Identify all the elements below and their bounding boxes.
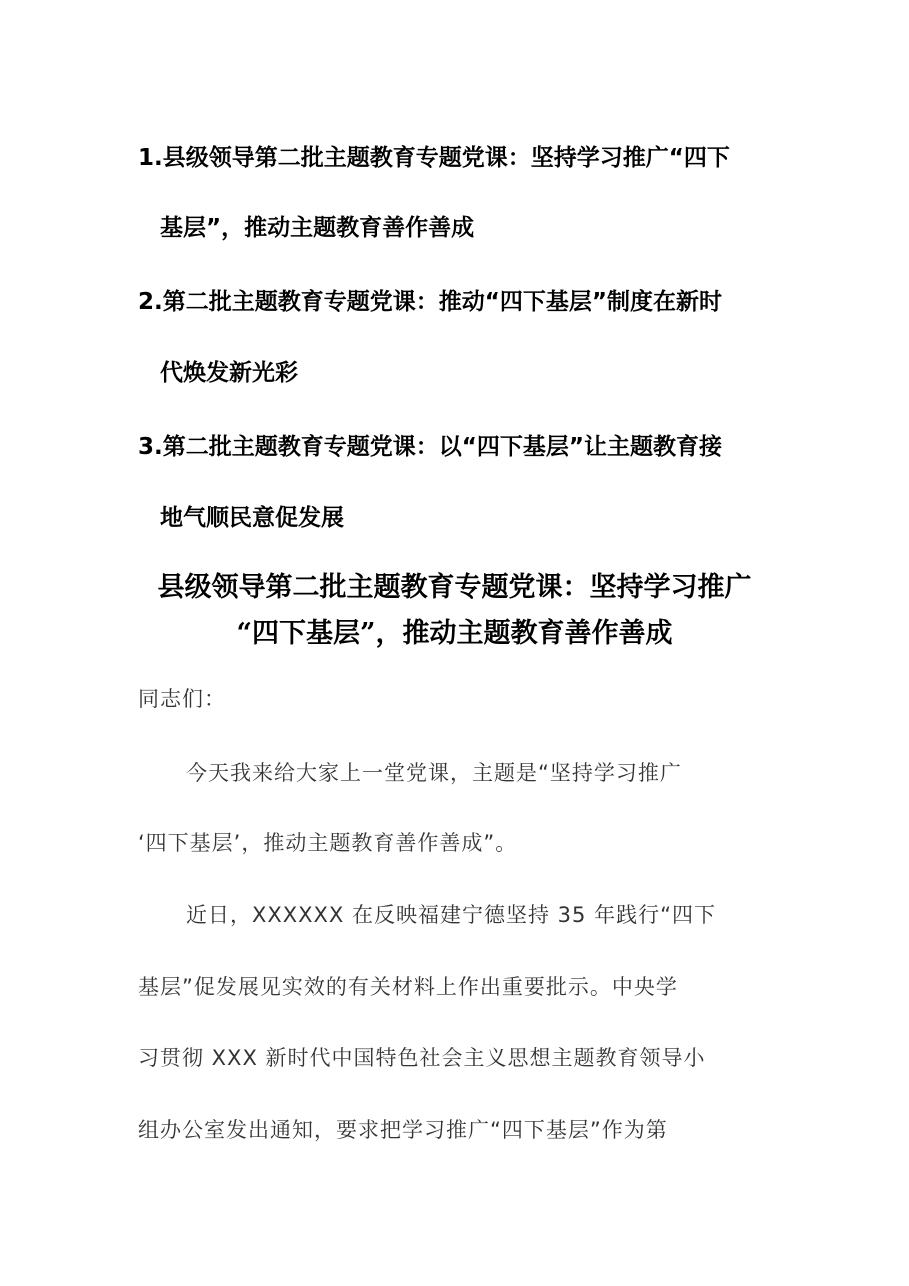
- article-title-line-2: “四下基层”，推动主题教育善作善成: [236, 618, 673, 649]
- toc-item-1-line-1: 1.县级领导第二批主题教育专题党课：坚持学习推广“四下: [138, 145, 730, 171]
- toc-item-2-line-2: 代焕发新光彩: [160, 360, 298, 386]
- toc-item-3-line-1: 3.第二批主题教育专题党课：以“四下基层”让主题教育接: [138, 434, 722, 460]
- paragraph-1-line-2: ‘四下基层’，推动主题教育善作善成”。: [138, 831, 518, 855]
- salutation: 同志们：: [138, 687, 226, 711]
- paragraph-2-line-1: 近日，XXXXXX 在反映福建宁德坚持 35 年践行“四下: [186, 903, 716, 927]
- paragraph-2-line-2: 基层”促发展见实效的有关材料上作出重要批示。中央学: [138, 975, 678, 999]
- article-title-line-1: 县级领导第二批主题教育专题党课：坚持学习推广: [157, 572, 752, 603]
- toc-item-1-line-2: 基层”，推动主题教育善作善成: [160, 215, 475, 241]
- paragraph-1-line-1: 今天我来给大家上一堂党课，主题是“坚持学习推广: [186, 761, 682, 785]
- toc-item-2-line-1: 2.第二批主题教育专题党课：推动“四下基层”制度在新时: [138, 289, 722, 315]
- paragraph-2-line-4: 组办公室发出通知，要求把学习推广“四下基层”作为第: [138, 1118, 668, 1142]
- toc-item-3-line-2: 地气顺民意促发展: [160, 505, 344, 531]
- paragraph-2-line-3: 习贯彻 XXX 新时代中国特色社会主义思想主题教育领导小: [138, 1046, 706, 1070]
